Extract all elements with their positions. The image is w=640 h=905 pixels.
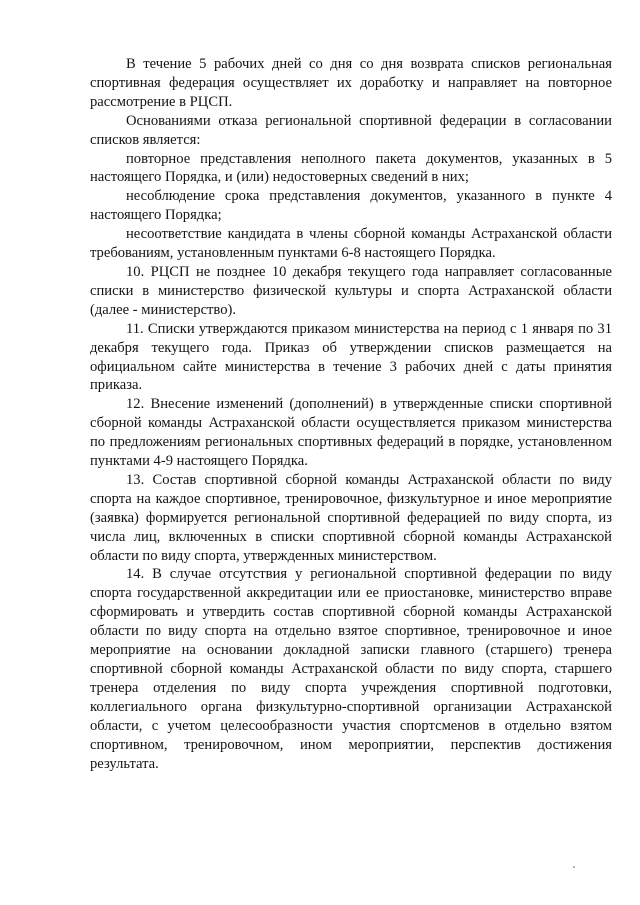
document-body xyxy=(90,55,612,773)
scan-speck xyxy=(573,866,575,868)
paragraph: 11. Списки утверждаются приказом министерства на период с 1 января по 31 декабря текущего года. Приказ об утверждении списков размещается на официальном сайте министерства в течение 3 рабочих дней с даты принятия приказа. xyxy=(90,320,612,394)
paragraph: несоблюдение срока представления документов, указанного в пункте 4 настоящего Порядка; xyxy=(90,188,612,224)
paragraph: 14. В случае отсутствия у региональной спортивной федерации по виду спорта государственной аккредитации или ее приостановке, министерство вправе сформировать и утвердить состав спортивной сборной команды Астраханской области по виду спорта на отдельно взятое спортивное, тренировочное и иное мероприятие на основании докладной записки главного (старшего) тренера спортивной сборной команды Астраханской области по виду спорта, старшего тренера отделения по виду спорта учреждения спортивной подготовки, коллегиального органа физкультурно-спортивной организации Астраханской области, с учетом целесообразности участия спортсменов в отдельно взятом спортивном, тренировочном, ином мероприятии, перспектив достижения результата. xyxy=(90,566,612,772)
paragraph: 10. РЦСП не позднее 10 декабря текущего года направляет согласованные списки в министерство физической культуры и спорта Астраханской области (далее - министерство). xyxy=(90,263,612,318)
paragraph: 12. Внесение изменений (дополнений) в утвержденные списки спортивной сборной команды Астраханской области осуществляется приказом министерства по предложениям региональных спортивных федераций в порядке, установленном пунктами 4-9 настоящего Порядка. xyxy=(90,396,612,470)
paragraph: 13. Состав спортивной сборной команды Астраханской области по виду спорта на каждое спортивное, тренировочное, физкультурное и иное мероприятие (заявка) формируется региональной спортивной федерацией по виду спорта, из числа лиц, включенных в списки спортивной сборной команды Астраханской области по виду спорта, утвержденных министерством. xyxy=(90,471,612,564)
paragraph: Основаниями отказа региональной спортивной федерации в согласовании списков является: xyxy=(90,112,612,148)
paragraph: В течение 5 рабочих дней со дня со дня возврата списков региональная спортивная федерация осуществляет их доработку и направляет на повторное рассмотрение в РЦСП. xyxy=(90,56,612,110)
paragraph: несоответствие кандидата в члены сборной команды Астраханской области требованиям, установленным пунктами 6-8 настоящего Порядка. xyxy=(90,226,612,262)
paragraph: повторное представления неполного пакета документов, указанных в 5 настоящего Порядка, и (или) недостоверных сведений в них; xyxy=(90,150,612,186)
